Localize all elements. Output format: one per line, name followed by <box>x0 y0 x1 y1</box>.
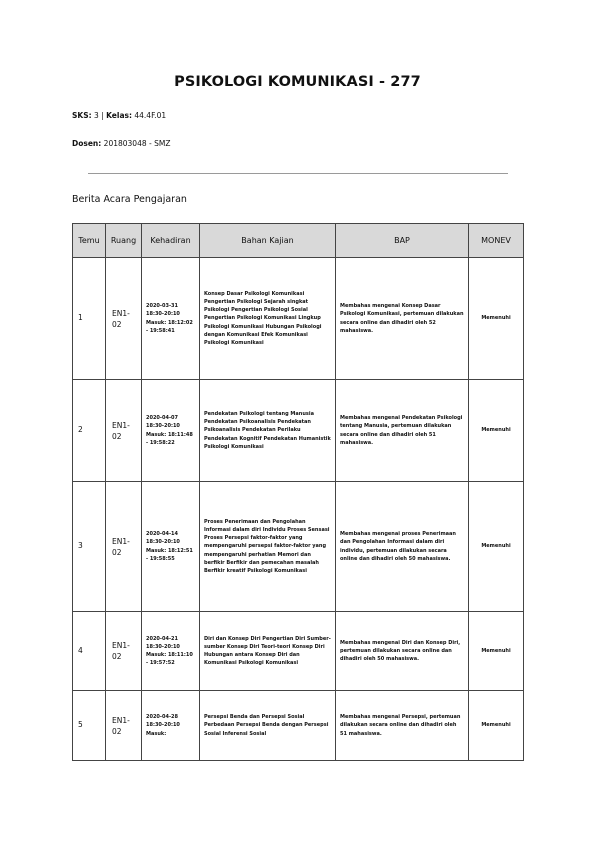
cell-bahan-kajian: Proses Penerimaan dan Pengolahan Informasi dalam diri Individu Proses Sensasi Proses Persepsi faktor-faktor yang mempengaruhi persepsi faktor-faktor yang mempengaruhi perhatian Memori dan berfikir Berfikir dan pemecahan masalah Berfikir kreatif Psikologi Komunikasi <box>200 482 336 612</box>
cell-monev: Memenuhi <box>469 691 524 761</box>
section-title: Berita Acara Pengajaran <box>72 194 187 205</box>
cell-kehadiran: 2020-03-31 18:30-20:10 Masuk: 18:12:02 - 19:58:41 <box>142 258 200 380</box>
cell-kehadiran: 2020-04-21 18:30-20:10 Masuk: 18:11:10 - 19:57:52 <box>142 612 200 691</box>
column-header-temu: Temu <box>73 224 106 258</box>
cell-ruang: EN1-02 <box>106 691 142 761</box>
cell-temu: 2 <box>73 380 106 482</box>
cell-kehadiran: 2020-04-28 18:30-20:10 Masuk: <box>142 691 200 761</box>
column-header-monev: MONEV <box>469 224 524 258</box>
cell-ruang: EN1-02 <box>106 258 142 380</box>
kelas-label: Kelas: <box>106 111 132 120</box>
cell-bap: Membahas mengenai proses Penerimaan dan Pengolahan Informasi dalam diri individu, pertemuan dilakukan secara online dan dihadiri oleh 50 mahasiswa. <box>336 482 469 612</box>
separator: | <box>101 111 104 120</box>
cell-bap: Membahas mengenai Pendekatan Psikologi tentang Manusia, pertemuan dilakukan secara online dan dihadiri oleh 51 mahasiswa. <box>336 380 469 482</box>
cell-monev: Memenuhi <box>469 612 524 691</box>
cell-temu: 1 <box>73 258 106 380</box>
table-header-row <box>73 224 524 258</box>
column-header-bap: BAP <box>336 224 469 258</box>
cell-temu: 4 <box>73 612 106 691</box>
cell-monev: Memenuhi <box>469 482 524 612</box>
cell-temu: 3 <box>73 482 106 612</box>
cell-bap: Membahas mengenai Diri dan Konsep Diri, pertemuan dilakukan secara online dan dihadiri oleh 50 mahasiswa. <box>336 612 469 691</box>
table-row <box>73 691 524 761</box>
course-info <box>72 111 166 120</box>
cell-monev: Memenuhi <box>469 258 524 380</box>
sks-label: SKS: <box>72 111 92 120</box>
table-row <box>73 258 524 380</box>
lecturer-info <box>72 139 170 148</box>
table-row <box>73 612 524 691</box>
table-row <box>73 380 524 482</box>
dosen-value: 201803048 - SMZ <box>103 139 171 148</box>
kelas-value: 44.4F.01 <box>134 111 167 120</box>
cell-monev: Memenuhi <box>469 380 524 482</box>
cell-ruang: EN1-02 <box>106 482 142 612</box>
page-title: PSIKOLOGI KOMUNIKASI - 277 <box>174 74 421 90</box>
cell-bap: Membahas mengenai Persepsi, pertemuan dilakukan secara online dan dihadiri oleh 51 mahasiswa. <box>336 691 469 761</box>
table-row <box>73 482 524 612</box>
teaching-record-table <box>72 223 524 761</box>
divider <box>88 173 508 174</box>
cell-temu: 5 <box>73 691 106 761</box>
cell-bahan-kajian: Diri dan Konsep Diri Pengertian Diri Sumber-sumber Konsep Diri Teori-teori Konsep Diri Hubungan antara Konsep Diri dan Komunikasi Psikologi Komunikasi <box>200 612 336 691</box>
sks-value: 3 <box>94 111 99 120</box>
cell-bahan-kajian: Pendekatan Psikologi tentang Manusia Pendekatan Psikoanalisis Pendekatan Psikoanalisis Pendekatan Perilaku Pendekatan Kognitif Pendekatan Humanistik Psikologi Komunikasi <box>200 380 336 482</box>
dosen-label: Dosen: <box>72 139 102 148</box>
cell-bahan-kajian: Konsep Dasar Psikologi Komunikasi Pengertian Psikologi Sejarah singkat Psikologi Pengertian Psikologi Sosial Pengertian Psikologi Komunikasi Lingkup Psikologi Komunikasi Hubungan Psikologi dengan Komunikasi Efek Komunikasi Psikologi Komunikasi <box>200 258 336 380</box>
cell-kehadiran: 2020-04-07 18:30-20:10 Masuk: 18:11:48 - 19:58:22 <box>142 380 200 482</box>
cell-ruang: EN1-02 <box>106 612 142 691</box>
cell-bap: Membahas mengenai Konsep Dasar Psikologi Komunikasi, pertemuan dilakukan secara online dan dihadiri oleh 52 mahasiswa. <box>336 258 469 380</box>
column-header-kehadiran: Kehadiran <box>142 224 200 258</box>
column-header-bahan-kajian: Bahan Kajian <box>200 224 336 258</box>
cell-ruang: EN1-02 <box>106 380 142 482</box>
column-header-ruang: Ruang <box>106 224 142 258</box>
cell-bahan-kajian: Persepsi Benda dan Persepsi Sosial Perbedaan Persepsi Benda dengan Persepsi Sosial Inferensi Sosial <box>200 691 336 761</box>
cell-kehadiran: 2020-04-14 18:30-20:10 Masuk: 18:12:51 - 19:58:55 <box>142 482 200 612</box>
